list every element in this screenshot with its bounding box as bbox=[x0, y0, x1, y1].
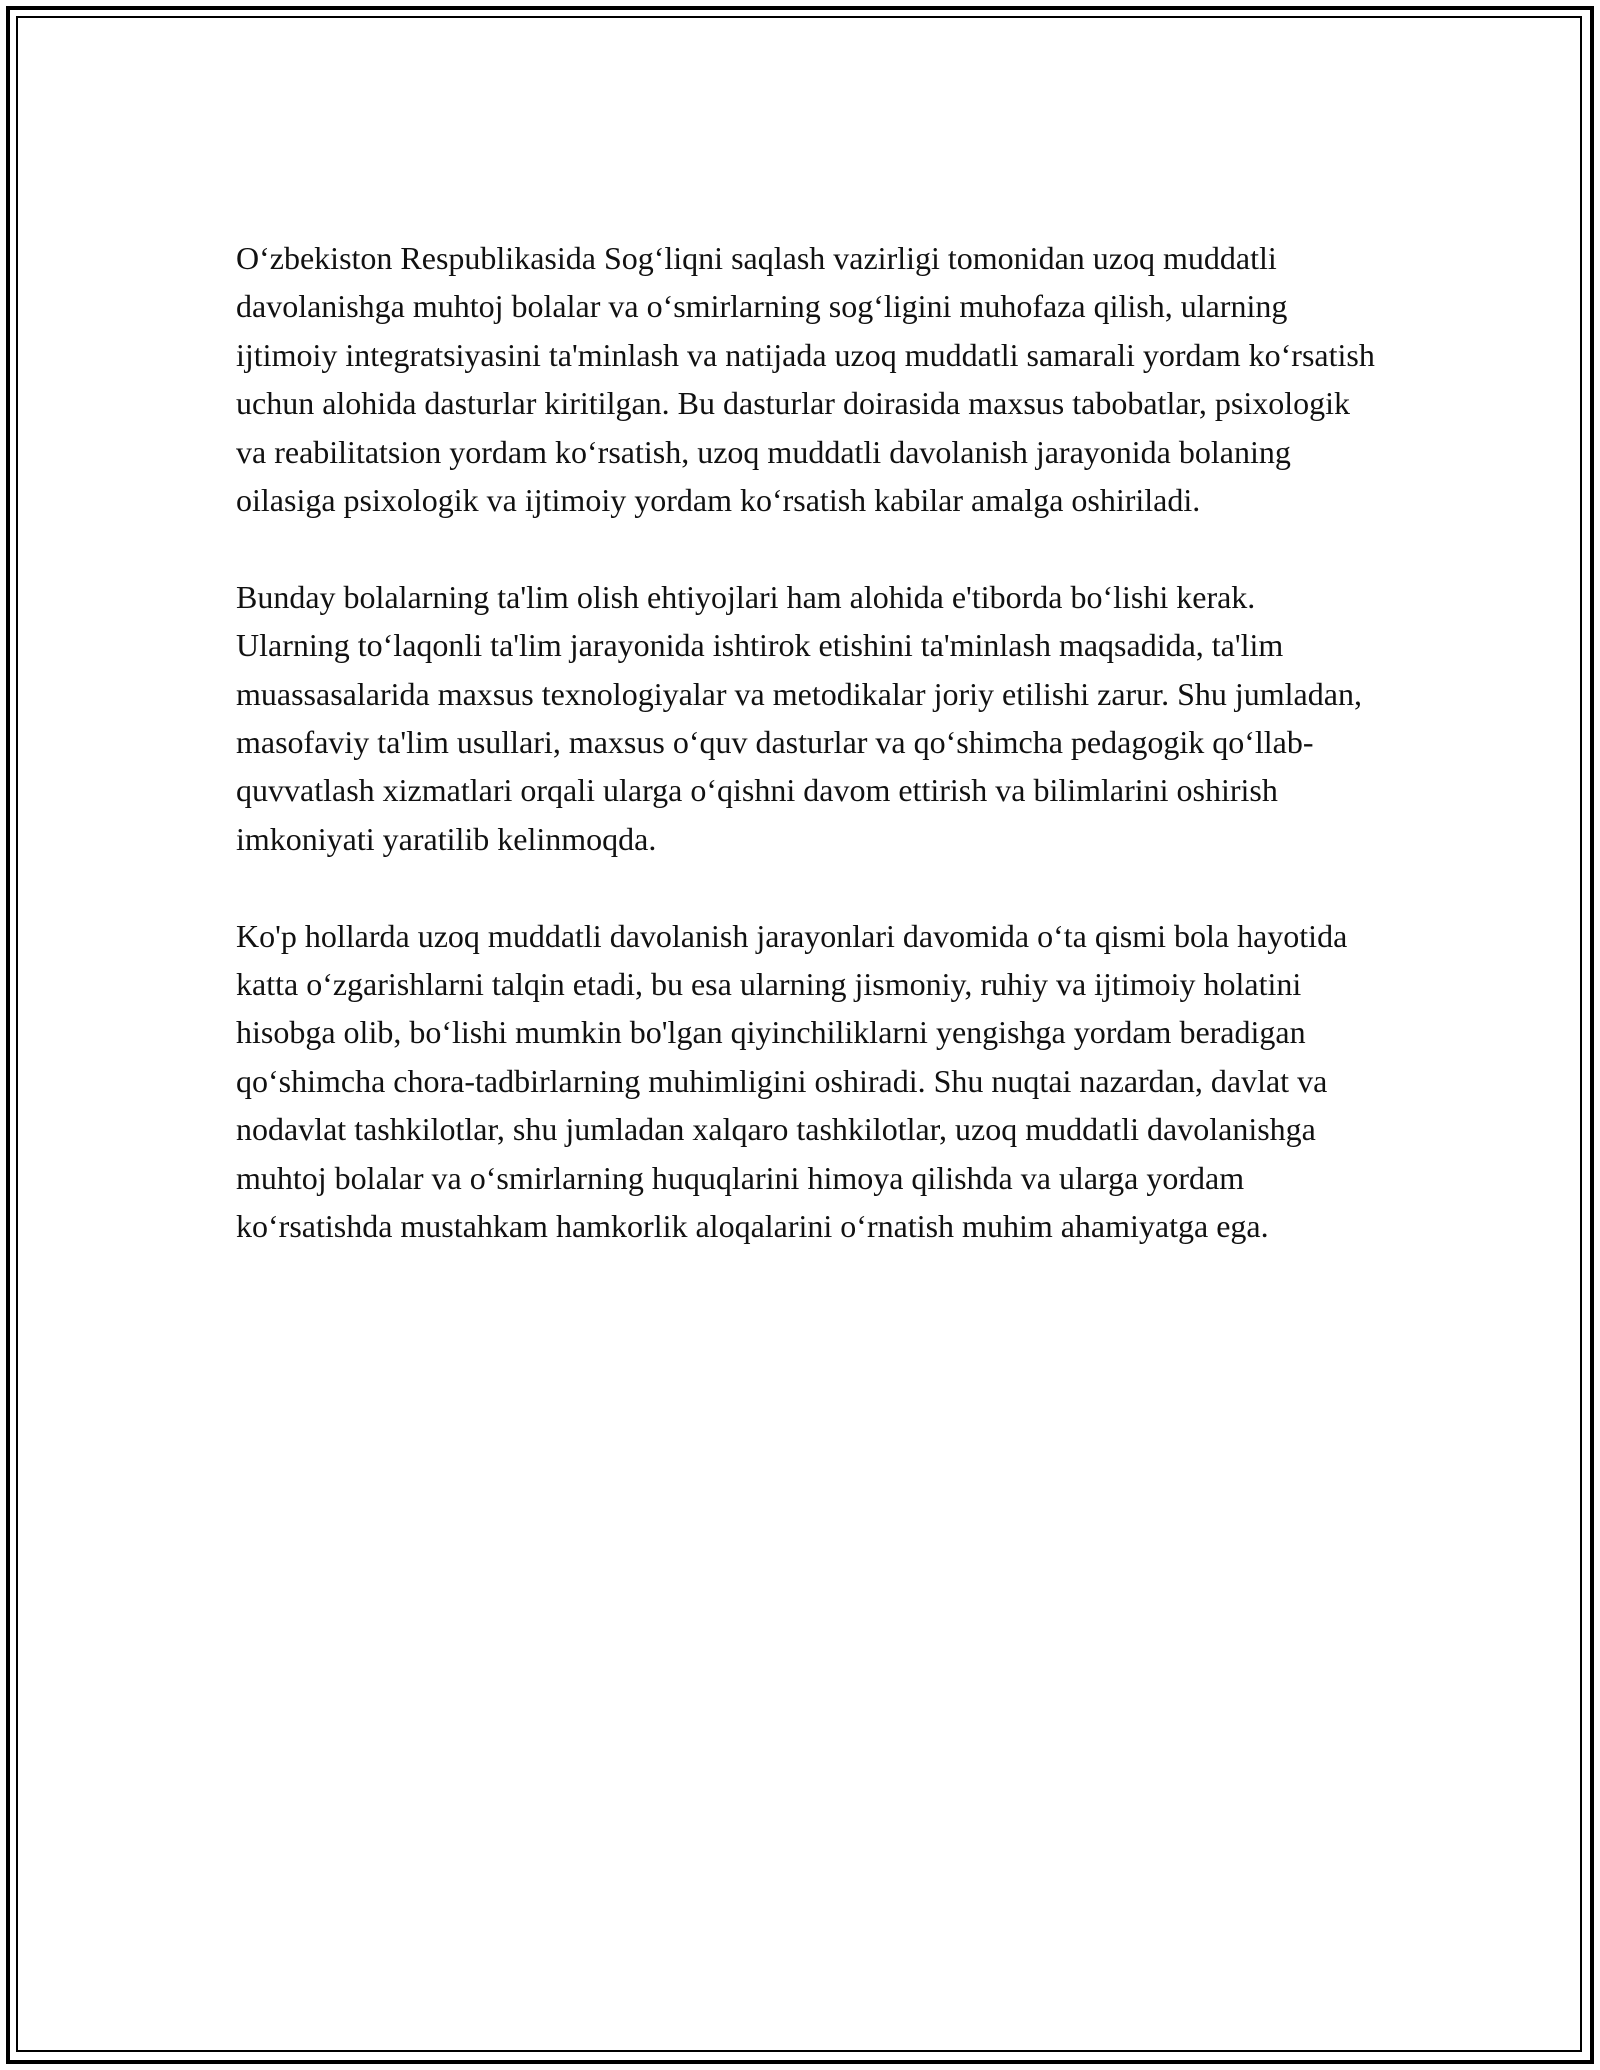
paragraph-1: O‘zbekiston Respublikasida Sog‘liqni saqlash vazirligi tomonidan uzoq muddatli davolanishga muhtoj bolalar va o‘smirlarning sog‘ligini muhofaza qilish, ularning ijtimoiy integratsiyasini ta'minlash va natijada uzoq muddatli samarali yordam ko‘rsatish uchun alohida dasturlar kiritilgan. Bu dasturlar doirasida maxsus tabobatlar, psixologik va reabilitatsion yordam ko‘rsatish, uzoq muddatli davolanish jarayonida bolaning oilasiga psixologik va ijtimoiy yordam ko‘rsatish kabilar amalga oshiriladi. bbox=[236, 240, 1375, 519]
paragraph-3: Ko'p hollarda uzoq muddatli davolanish jarayonlari davomida o‘ta qismi bola hayotida katta o‘zgarishlarni talqin etadi, bu esa ularning jismoniy, ruhiy va ijtimoiy holatini hisobga olib, bo‘lishi mumkin bo'lgan qiyinchiliklarni yengishga yordam beradigan qo‘shimcha chora-tadbirlarning muhimligini oshiradi. Shu nuqtai nazardan, davlat va nodavlat tashkilotlar, shu jumladan xalqaro tashkilotlar, uzoq muddatli davolanishga muhtoj bolalar va o‘smirlarning huquqlarini himoya qilishda va ularga yordam ko‘rsatishda mustahkam hamkorlik aloqalarini o‘rnatish muhim ahamiyatga ega. bbox=[236, 917, 1348, 1245]
paragraph-2: Bunday bolalarning ta'lim olish ehtiyojlari ham alohida e'tiborda bo‘lishi kerak. Ularning to‘laqonli ta'lim jarayonida ishtirok etishini ta'minlash maqsadida, ta'lim muassasalarida maxsus texnologiyalar va metodikalar joriy etilishi zarur. Shu jumladan, masofaviy ta'lim usullari, maxsus o‘quv dasturlar va qo‘shimcha pedagogik qo‘llab-quvvatlash xizmatlari orqali ularga o‘qishni davom ettirish va bilimlarini oshirish imkoniyati yaratilib kelinmoqda. bbox=[236, 578, 1362, 857]
document-body bbox=[236, 234, 1376, 1299]
